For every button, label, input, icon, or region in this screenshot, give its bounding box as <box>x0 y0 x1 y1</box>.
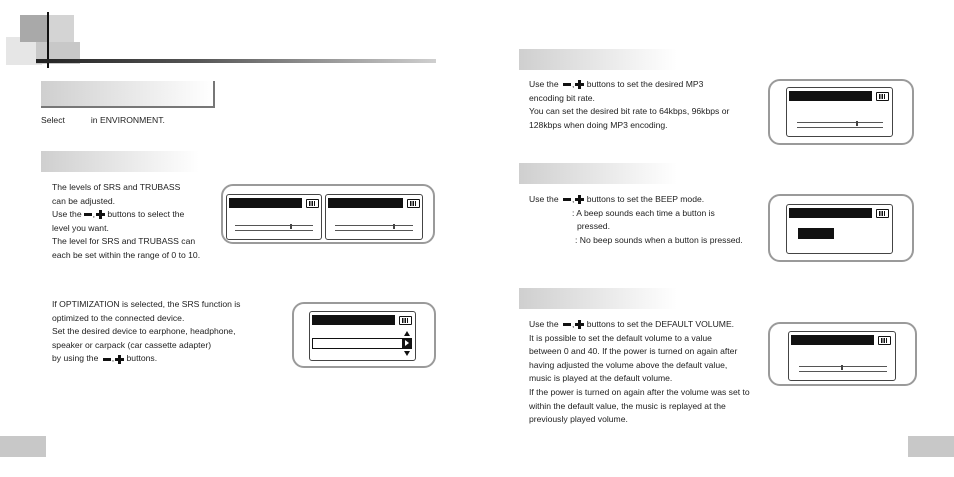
beep-description <box>529 193 743 247</box>
triangle-up-icon <box>404 331 410 336</box>
comma: , <box>111 353 115 364</box>
minus-button-icon <box>563 198 571 201</box>
optim-line: speaker or carpack (car cassette adapter) <box>52 339 212 350</box>
optim-by-using: by using the <box>52 353 99 364</box>
level-slider <box>235 225 313 231</box>
header-block-dark <box>20 15 49 42</box>
srs-line: The level for SRS and TRUBASS can <box>52 236 196 247</box>
bitrate-line: encoding bit rate. <box>529 92 595 103</box>
volume-line: It is possible to set the default volume to a value <box>529 332 712 343</box>
volume-line: previously played volume. <box>529 414 628 425</box>
beep-line <box>529 193 743 207</box>
beep-line: pressed. <box>577 221 610 232</box>
volume-slider <box>799 366 887 372</box>
bitrate-line: You can set the desired bit rate to 64kbps, 96kbps or <box>529 106 730 117</box>
bitrate-slider <box>797 122 883 128</box>
bitrate-description <box>529 78 729 132</box>
srs-line: can be adjusted. <box>52 195 116 206</box>
slider-knob <box>393 224 395 229</box>
section-title-bar-bitrate <box>519 49 677 70</box>
lcd-header-bar <box>789 208 872 218</box>
intro-env: in ENVIRONMENT. <box>90 115 165 125</box>
battery-icon <box>407 199 420 208</box>
lcd-optimization <box>309 311 416 361</box>
section-title-bar-volume <box>519 288 677 309</box>
lcd-bitrate <box>786 87 893 137</box>
optim-line <box>52 352 240 366</box>
battery-icon <box>876 92 889 101</box>
battery-icon <box>306 199 319 208</box>
srs-line: level you want. <box>52 222 109 233</box>
section-title-bar-environment <box>41 81 215 108</box>
volume-line: music is played at the default volume. <box>529 373 673 384</box>
slider-knob <box>856 121 858 126</box>
triangle-down-icon <box>404 351 410 356</box>
triangle-right-glyph <box>405 340 409 346</box>
volume-line: between 0 and 40. If the power is turned on again after <box>529 346 738 357</box>
battery-icon <box>399 316 412 325</box>
plus-button-icon <box>115 355 124 364</box>
lcd-header-bar <box>328 198 403 208</box>
section-title-bar-srs <box>41 151 199 172</box>
lcd-srs <box>226 194 322 240</box>
plus-button-icon <box>575 195 584 204</box>
comma: , <box>572 319 575 329</box>
intro-select: Select <box>41 115 65 125</box>
lcd-header-bar <box>312 315 395 325</box>
optim-line: If OPTIMIZATION is selected, the SRS function is <box>52 299 241 309</box>
optim-buttons: buttons. <box>126 353 158 364</box>
bitrate-line <box>529 78 729 92</box>
lcd-trubass <box>325 194 423 240</box>
slider-knob <box>290 224 292 229</box>
srs-description <box>52 181 200 263</box>
comma: , <box>92 209 96 220</box>
slider-knob <box>841 365 843 370</box>
minus-button-icon <box>84 213 92 216</box>
srs-buttons-text: buttons to select the <box>107 209 185 220</box>
beep-line: : No beep sounds when a button is pressed. <box>575 234 743 245</box>
lcd-header-bar <box>229 198 302 208</box>
page-number-tab-left <box>0 436 46 457</box>
battery-icon <box>878 336 891 345</box>
lcd-beep <box>786 204 893 254</box>
srs-line: each be set within the range of 0 to 10. <box>52 249 201 260</box>
plus-button-icon <box>575 80 584 89</box>
selection-row <box>312 338 412 349</box>
beep-buttons-text: buttons to set the BEEP mode. <box>586 194 705 204</box>
volume-use-the: Use the <box>529 319 559 329</box>
beep-use-the: Use the <box>529 194 559 204</box>
volume-line: If the power is turned on again after the volume was set to <box>529 386 750 397</box>
srs-use-the: Use the <box>52 209 82 220</box>
minus-button-icon <box>563 323 571 326</box>
bitrate-line: 128kbps when doing MP3 encoding. <box>529 119 668 130</box>
comma: , <box>572 194 575 204</box>
lcd-header-bar <box>789 91 872 101</box>
section-title-bar-beep <box>519 163 677 184</box>
optimization-description <box>52 298 240 366</box>
optim-line: Set the desired device to earphone, headphone, <box>52 326 236 337</box>
volume-line: having adjusted the volume above the default value, <box>529 359 728 370</box>
comma: , <box>572 79 575 89</box>
volume-line: within the default value, the music is replayed at the <box>529 400 726 411</box>
volume-line <box>529 318 750 332</box>
battery-icon <box>876 209 889 218</box>
volume-description <box>529 318 750 427</box>
beep-line: : A beep sounds each time a button is <box>572 207 715 218</box>
intro-line <box>41 114 165 128</box>
plus-button-icon <box>575 320 584 329</box>
bitrate-use-the: Use the <box>529 79 559 89</box>
page-number-tab-right <box>908 436 954 457</box>
optim-line: optimized to the connected device. <box>52 312 185 323</box>
beep-option-highlight <box>798 228 834 239</box>
srs-line <box>52 208 200 222</box>
minus-button-icon <box>103 358 111 361</box>
srs-line: The levels of SRS and TRUBASS <box>52 182 181 192</box>
volume-buttons-text: buttons to set the DEFAULT VOLUME. <box>586 319 735 329</box>
level-slider <box>335 225 413 231</box>
minus-button-icon <box>563 83 571 86</box>
plus-button-icon <box>96 210 105 219</box>
header-horizontal-rule <box>36 59 436 63</box>
lcd-volume <box>788 331 896 381</box>
bitrate-buttons-text: buttons to set the desired MP3 <box>586 79 704 89</box>
header-block-mid <box>48 15 74 42</box>
lcd-header-bar <box>791 335 874 345</box>
